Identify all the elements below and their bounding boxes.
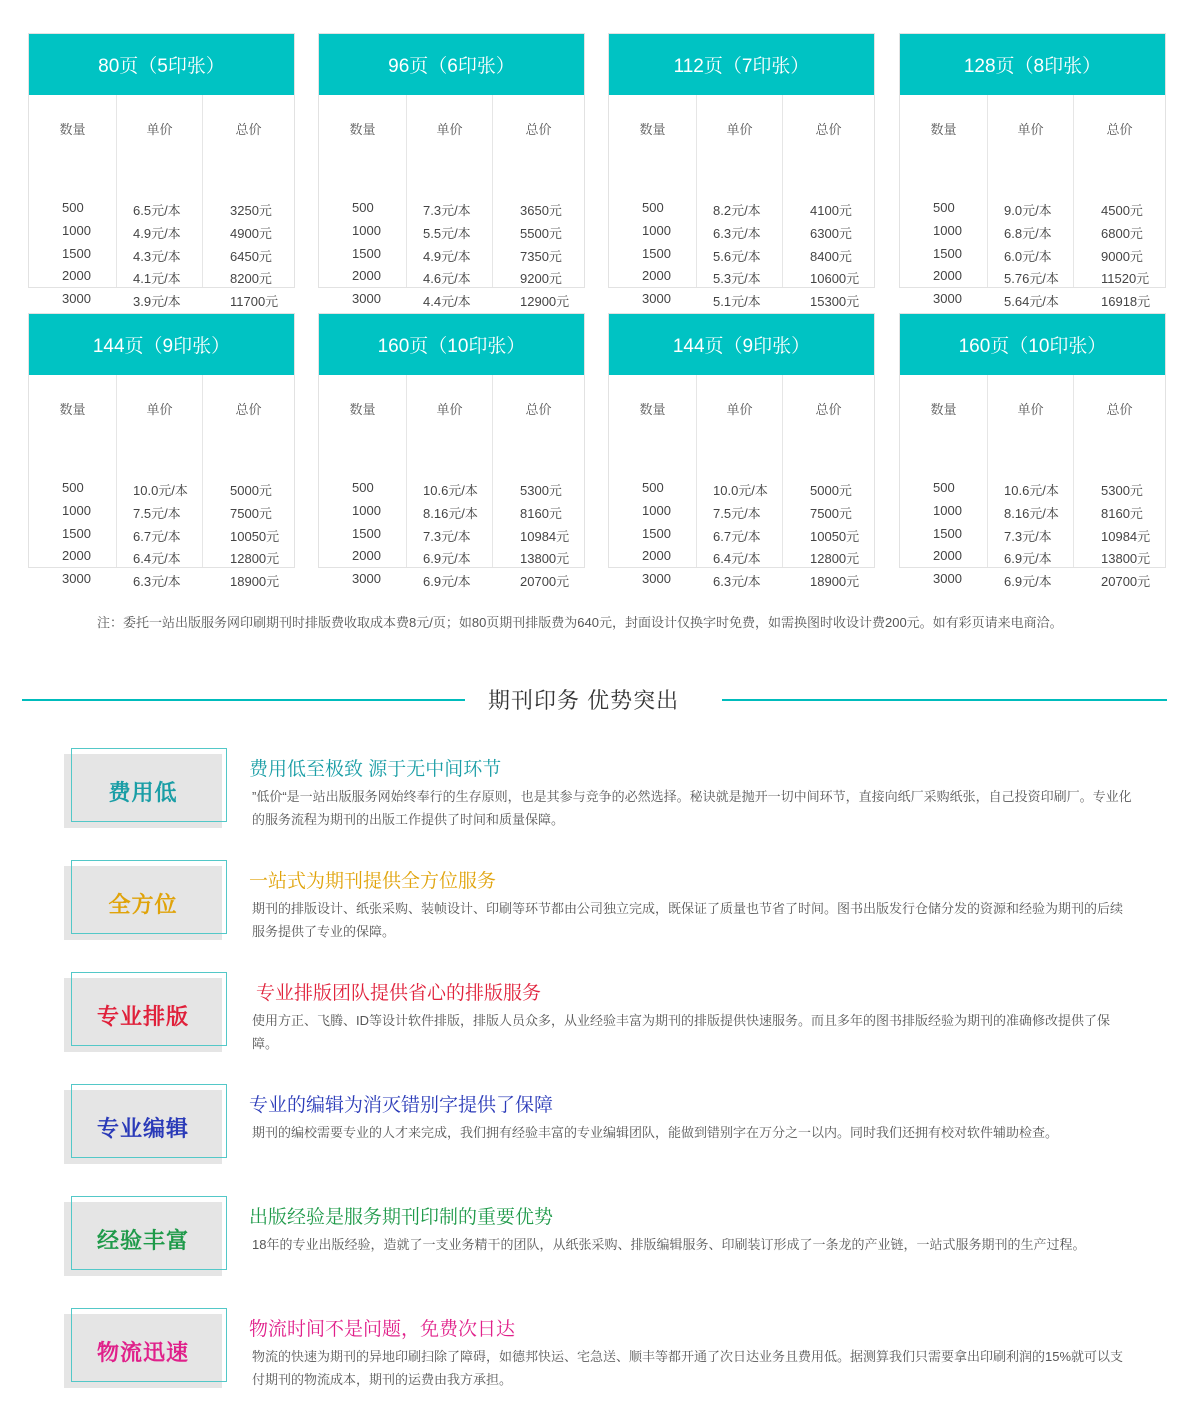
table-cell: 3000 — [642, 291, 671, 306]
table-cell: 2000 — [62, 548, 91, 563]
table-cell: 11700元 — [230, 294, 279, 309]
feature-badge — [64, 754, 229, 839]
table-cell: 1000 — [352, 503, 381, 518]
table-cell: 1500 — [933, 246, 962, 261]
column-header: 数量 — [349, 122, 376, 137]
table-cell: 12800元 — [230, 551, 280, 566]
table-cell: 7.3元/本 — [1004, 529, 1052, 544]
table-cell: 3000 — [62, 291, 91, 306]
price-table — [900, 95, 1165, 309]
table-cell: 8200元 — [230, 271, 272, 286]
table-cell: 500 — [642, 200, 664, 215]
column-header: 总价 — [1106, 402, 1133, 417]
column-header: 总价 — [235, 122, 262, 137]
price-column — [407, 375, 493, 589]
feature-description: 物流的快速为期刊的异地印刷扫除了障碍，如德邦快运、宅急送、顺丰等都开通了次日达业务且费用低。据测算我们只需要拿出印刷利润的15%就可以支付期刊的物流成本，期刊的运费由我方承担。 — [252, 1349, 1124, 1387]
table-cell: 8.2元/本 — [713, 203, 761, 218]
table-cell: 9000元 — [1101, 249, 1143, 264]
table-cell: 2000 — [642, 548, 671, 563]
table-cell: 18900元 — [810, 574, 860, 589]
table-cell: 1000 — [933, 503, 962, 518]
table-cell: 1000 — [933, 223, 962, 238]
price-column — [319, 375, 407, 586]
table-cell: 2000 — [352, 548, 381, 563]
feature-description: ”低价“是一站出版服务网始终奉行的生存原则，也是其参与竞争的必然选择。秘诀就是抛开一切中间环节，直接向纸厂采购纸张，自己投资印刷厂。专业化的服务流程为期刊的出版工作提供了时间和质量保障。 — [252, 789, 1132, 827]
table-cell: 500 — [62, 480, 84, 495]
section-divider-right — [722, 699, 1167, 701]
price-card — [608, 33, 875, 309]
table-cell: 1000 — [62, 503, 91, 518]
price-card — [899, 33, 1166, 309]
table-cell: 5.64元/本 — [1004, 294, 1059, 309]
table-cell: 2000 — [62, 268, 91, 283]
table-cell: 1000 — [642, 503, 671, 518]
table-cell: 6300元 — [810, 226, 852, 241]
table-cell: 5.1元/本 — [713, 294, 761, 309]
table-cell: 6.9元/本 — [1004, 551, 1052, 566]
table-cell: 13800元 — [520, 551, 570, 566]
column-header: 总价 — [815, 122, 842, 137]
table-cell: 1500 — [62, 526, 91, 541]
table-cell: 10050元 — [810, 529, 860, 544]
table-cell: 1000 — [642, 223, 671, 238]
table-cell: 500 — [352, 480, 374, 495]
section-divider-left — [22, 699, 465, 701]
feature-title: 一站式为期刊提供全方位服务 — [249, 871, 497, 892]
price-column — [900, 375, 988, 586]
table-cell: 3000 — [62, 571, 91, 586]
table-cell: 2000 — [642, 268, 671, 283]
price-column — [203, 375, 294, 589]
table-cell: 5300元 — [1101, 483, 1143, 498]
table-cell: 20700元 — [520, 574, 570, 589]
column-header: 单价 — [146, 122, 173, 137]
feature-title: 物流时间不是问题，免费次日达 — [249, 1319, 516, 1340]
price-card-title: 112页（7印张） — [609, 34, 874, 95]
price-column — [900, 95, 988, 306]
table-cell: 10.6元/本 — [423, 483, 478, 498]
price-card-title: 144页（9印张） — [609, 314, 874, 375]
feature-title: 费用低至极致 源于无中间环节 — [249, 759, 502, 780]
table-cell: 9.0元/本 — [1004, 203, 1052, 218]
price-column — [609, 375, 697, 586]
price-column — [697, 375, 783, 589]
table-cell: 500 — [62, 200, 84, 215]
table-cell: 4.6元/本 — [423, 271, 471, 286]
table-cell: 3000 — [933, 571, 962, 586]
badge-label: 经验丰富 — [96, 1227, 189, 1253]
table-cell: 6.9元/本 — [423, 574, 471, 589]
price-card — [608, 313, 875, 589]
column-header: 单价 — [1017, 402, 1044, 417]
column-header: 单价 — [726, 402, 753, 417]
column-header: 数量 — [349, 402, 376, 417]
badge-label: 专业编辑 — [96, 1115, 189, 1141]
badge-label: 全方位 — [108, 891, 178, 917]
table-cell: 12900元 — [520, 294, 570, 309]
price-card-title: 80页（5印张） — [29, 34, 294, 95]
price-table — [29, 95, 294, 309]
badge-label: 专业排版 — [96, 1003, 189, 1029]
table-cell: 2000 — [933, 268, 962, 283]
table-cell: 6.7元/本 — [133, 529, 181, 544]
table-cell: 11520元 — [1101, 271, 1150, 286]
feature-description: 期刊的排版设计、纸张采购、装帧设计、印刷等环节都由公司独立完成，既保证了质量也节省了时间。图书出版发行仓储分发的资源和经验为期刊的后续服务提供了专业的保障。 — [252, 901, 1124, 939]
feature-title: 专业排版团队提供省心的排版服务 — [256, 983, 542, 1004]
column-header: 数量 — [639, 122, 666, 137]
table-cell: 6.8元/本 — [1004, 226, 1052, 241]
feature-badge — [64, 978, 229, 1063]
table-cell: 12800元 — [810, 551, 860, 566]
table-cell: 7350元 — [520, 249, 562, 264]
table-cell: 500 — [933, 480, 955, 495]
table-cell: 6.3元/本 — [133, 574, 181, 589]
column-header: 总价 — [235, 402, 262, 417]
table-cell: 10.0元/本 — [133, 483, 188, 498]
table-cell: 20700元 — [1101, 574, 1151, 589]
table-cell: 1500 — [62, 246, 91, 261]
price-card — [28, 33, 295, 309]
feature-badge — [64, 866, 229, 951]
price-column — [697, 95, 783, 309]
table-cell: 15300元 — [810, 294, 860, 309]
table-cell: 1500 — [933, 526, 962, 541]
price-column — [117, 375, 203, 589]
column-header: 总价 — [1106, 122, 1133, 137]
table-cell: 7500元 — [230, 506, 272, 521]
column-header: 单价 — [436, 122, 463, 137]
price-table — [609, 95, 874, 309]
feature-description: 18年的专业出版经验，造就了一支业务精干的团队，从纸张采购、排版编辑服务、印刷装订形成了一条龙的产业链，一站式服务期刊的生产过程。 — [252, 1237, 1086, 1252]
table-cell: 7500元 — [810, 506, 852, 521]
column-header: 数量 — [59, 402, 86, 417]
column-header: 单价 — [146, 402, 173, 417]
table-cell: 6.9元/本 — [423, 551, 471, 566]
table-cell: 7.3元/本 — [423, 529, 471, 544]
table-cell: 7.3元/本 — [423, 203, 471, 218]
table-cell: 1500 — [642, 526, 671, 541]
table-cell: 18900元 — [230, 574, 280, 589]
table-cell: 6.7元/本 — [713, 529, 761, 544]
table-cell: 16918元 — [1101, 294, 1151, 309]
price-column — [783, 375, 874, 589]
table-cell: 1500 — [642, 246, 671, 261]
table-cell: 4.9元/本 — [423, 249, 471, 264]
table-cell: 10984元 — [520, 529, 570, 544]
price-column — [319, 95, 407, 306]
table-cell: 4.1元/本 — [133, 271, 181, 286]
feature-title: 出版经验是服务期刊印制的重要优势 — [249, 1207, 554, 1228]
column-header: 单价 — [436, 402, 463, 417]
table-cell: 6.4元/本 — [133, 551, 181, 566]
feature-badge — [64, 1202, 229, 1287]
feature-title: 专业的编辑为消灭错别字提供了保障 — [249, 1095, 554, 1116]
price-table — [319, 95, 584, 309]
column-header: 总价 — [815, 402, 842, 417]
section-title: 期刊印务 优势突出 — [488, 688, 680, 713]
price-column — [783, 95, 874, 309]
table-cell: 6.3元/本 — [713, 226, 761, 241]
price-card-title: 160页（10印张） — [900, 314, 1165, 375]
table-cell: 8.16元/本 — [1004, 506, 1059, 521]
badge-label: 费用低 — [108, 779, 178, 805]
table-cell: 8160元 — [520, 506, 562, 521]
table-cell: 1500 — [352, 246, 381, 261]
table-cell: 7.5元/本 — [133, 506, 181, 521]
table-cell: 5.3元/本 — [713, 271, 761, 286]
table-cell: 10.0元/本 — [713, 483, 768, 498]
table-cell: 3000 — [642, 571, 671, 586]
price-card-title: 128页（8印张） — [900, 34, 1165, 95]
price-column — [493, 95, 584, 309]
table-cell: 3000 — [352, 571, 381, 586]
table-cell: 6.4元/本 — [713, 551, 761, 566]
table-cell: 6.5元/本 — [133, 203, 181, 218]
table-cell: 8.16元/本 — [423, 506, 478, 521]
table-cell: 2000 — [933, 548, 962, 563]
table-cell: 6.9元/本 — [1004, 574, 1052, 589]
price-column — [1074, 375, 1165, 589]
table-cell: 10050元 — [230, 529, 280, 544]
table-cell: 8160元 — [1101, 506, 1143, 521]
table-cell: 4.9元/本 — [133, 226, 181, 241]
table-cell: 1000 — [352, 223, 381, 238]
table-cell: 13800元 — [1101, 551, 1151, 566]
column-header: 总价 — [525, 402, 552, 417]
price-column — [29, 95, 117, 306]
feature-badge — [64, 1090, 229, 1175]
table-cell: 9200元 — [520, 271, 562, 286]
table-cell: 6.3元/本 — [713, 574, 761, 589]
table-cell: 5500元 — [520, 226, 562, 241]
table-cell: 500 — [933, 200, 955, 215]
table-cell: 5.6元/本 — [713, 249, 761, 264]
table-cell: 5000元 — [230, 483, 272, 498]
table-cell: 4100元 — [810, 203, 852, 218]
table-cell: 10984元 — [1101, 529, 1151, 544]
table-cell: 5300元 — [520, 483, 562, 498]
column-header: 总价 — [525, 122, 552, 137]
price-card — [899, 313, 1166, 589]
price-column — [1074, 95, 1165, 309]
table-cell: 4.3元/本 — [133, 249, 181, 264]
table-cell: 3250元 — [230, 203, 272, 218]
price-table — [319, 375, 584, 589]
feature-description: 期刊的编校需要专业的人才来完成，我们拥有经验丰富的专业编辑团队，能做到错别字在万分之一以内。同时我们还拥有校对软件辅助检查。 — [252, 1125, 1059, 1140]
price-column — [493, 375, 584, 589]
table-cell: 1000 — [62, 223, 91, 238]
column-header: 单价 — [1017, 122, 1044, 137]
column-header: 数量 — [930, 122, 957, 137]
price-card — [318, 313, 585, 589]
column-header: 单价 — [726, 122, 753, 137]
table-cell: 4.4元/本 — [423, 294, 471, 309]
price-card — [318, 33, 585, 309]
table-cell: 8400元 — [810, 249, 852, 264]
price-column — [117, 95, 203, 309]
table-cell: 10600元 — [810, 271, 860, 286]
table-cell: 7.5元/本 — [713, 506, 761, 521]
column-header: 数量 — [59, 122, 86, 137]
column-header: 数量 — [930, 402, 957, 417]
price-column — [407, 95, 493, 309]
table-cell: 500 — [642, 480, 664, 495]
price-card-title: 144页（9印张） — [29, 314, 294, 375]
table-cell: 5.5元/本 — [423, 226, 471, 241]
table-cell: 6450元 — [230, 249, 272, 264]
table-cell: 10.6元/本 — [1004, 483, 1059, 498]
table-cell: 5000元 — [810, 483, 852, 498]
table-cell: 3000 — [933, 291, 962, 306]
price-card-title: 96页（6印张） — [319, 34, 584, 95]
feature-badge — [64, 1314, 229, 1399]
badge-label: 物流迅速 — [96, 1339, 189, 1365]
table-cell: 2000 — [352, 268, 381, 283]
price-table — [609, 375, 874, 589]
price-card-title: 160页（10印张） — [319, 314, 584, 375]
table-cell: 5.76元/本 — [1004, 271, 1059, 286]
table-cell: 3000 — [352, 291, 381, 306]
table-cell: 6800元 — [1101, 226, 1143, 241]
column-header: 数量 — [639, 402, 666, 417]
feature-description: 使用方正、飞腾、ID等设计软件排版，排版人员众多，从业经验丰富为期刊的排版提供快速服务。而且多年的图书排版经验为期刊的准确修改提供了保障。 — [252, 1013, 1111, 1051]
price-column — [988, 95, 1074, 309]
table-cell: 6.0元/本 — [1004, 249, 1052, 264]
table-cell: 4900元 — [230, 226, 272, 241]
price-table — [900, 375, 1165, 589]
table-cell: 3650元 — [520, 203, 562, 218]
price-column — [988, 375, 1074, 589]
price-column — [609, 95, 697, 306]
price-table — [29, 375, 294, 589]
price-column — [29, 375, 117, 586]
pricing-note: 注：委托一站出版服务网印刷期刊时排版费收取成本费8元/页；如80页期刊排版费为640元，封面设计仅换字时免费，如需换图时收设计费200元。如有彩页请来电商洽。 — [97, 615, 1063, 630]
table-cell: 4500元 — [1101, 203, 1143, 218]
table-cell: 500 — [352, 200, 374, 215]
table-cell: 1500 — [352, 526, 381, 541]
table-cell: 3.9元/本 — [133, 294, 181, 309]
price-card — [28, 313, 295, 589]
price-column — [203, 95, 294, 309]
